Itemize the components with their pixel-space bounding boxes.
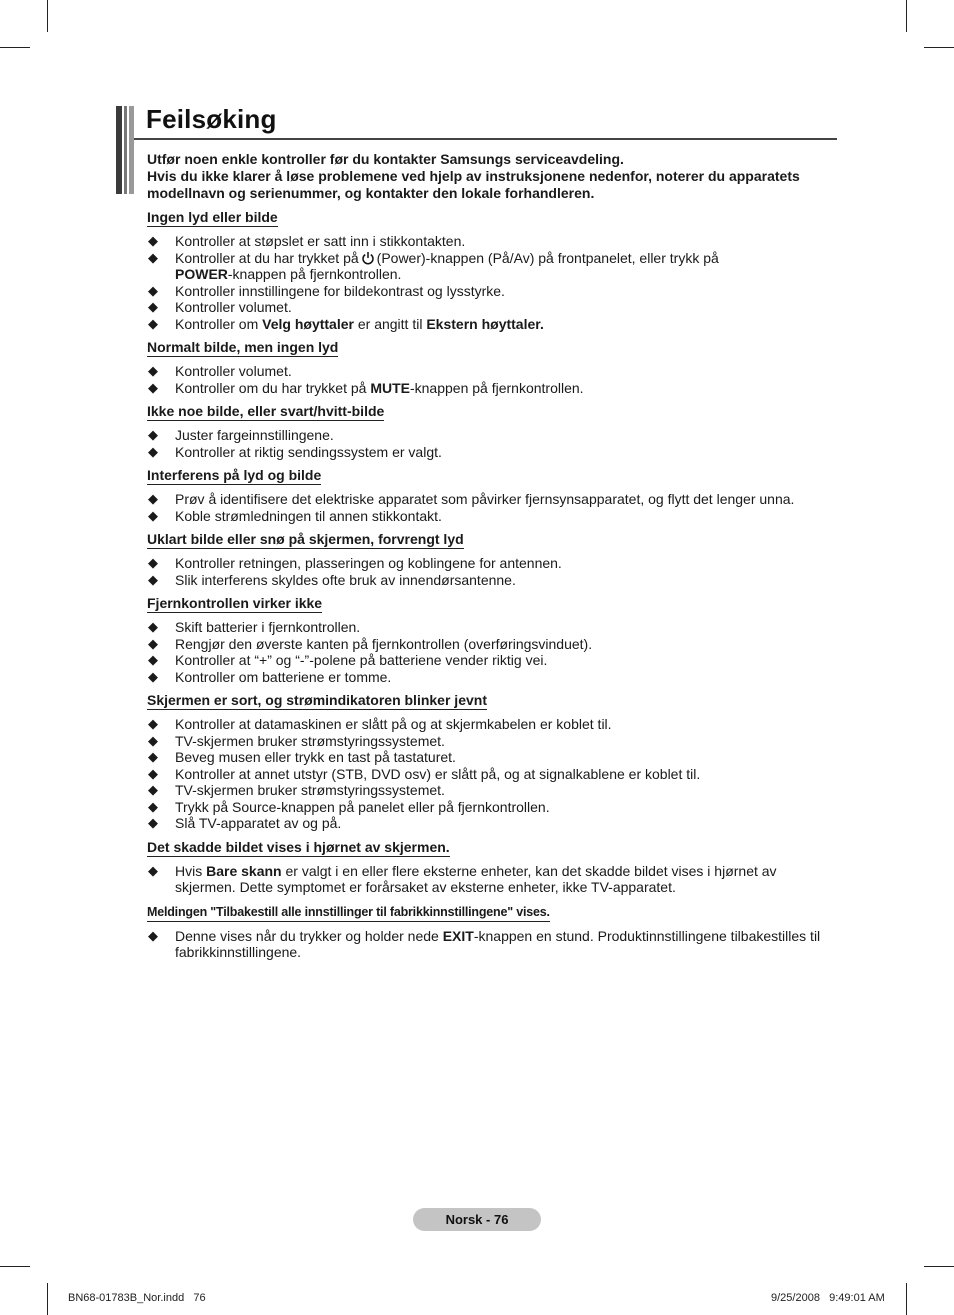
diamond-bullet-icon: ◆: [148, 815, 158, 830]
crop-mark: [924, 1266, 954, 1267]
title-decoration-bars: [116, 106, 134, 194]
title-rule: [134, 138, 837, 140]
section-damaged-picture-corner: [147, 839, 837, 896]
list-item: ◆ Kontroller at datamaskinen er slått på og at skjermkabelen er koblet til.: [148, 716, 612, 732]
bullet-list: [147, 928, 837, 961]
list-item: ◆ Kontroller at annet utstyr (STB, DVD osv) er slått på, og at signalkablene er koblet til.: [148, 765, 701, 782]
list-item: ◆ Rengjør den øverste kanten på fjernkontrollen (overføringsvinduet).: [148, 635, 593, 652]
diamond-bullet-icon: ◆: [148, 716, 158, 731]
intro-line: Hvis du ikke klarer å løse problemene ved hjelp av instruksjonene nedenfor, noterer du apparatets modellnavn og serienummer, og kontakter den lokale forhandleren.: [147, 168, 800, 201]
diamond-bullet-icon: ◆: [148, 668, 158, 684]
section-heading: Ikke noe bilde, eller svart/hvitt-bilde: [147, 403, 385, 419]
section-heading: Ingen lyd eller bilde: [147, 209, 278, 225]
bullet-list: [147, 555, 837, 588]
section-no-sound-no-picture: [147, 209, 837, 332]
list-item: ◆ TV-skjermen bruker strømstyringssystemet.: [148, 782, 445, 798]
bullet-list: [147, 427, 837, 460]
list-item: ◆ Beveg musen eller trykk en tast på tastaturet.: [148, 749, 456, 765]
list-item: ◆ Hvis Bare skann er valgt i en eller flere eksterne enheter, kan det skadde bildet vises i hjørnet av skjermen. Dette symptomet er forårsaket av eksterne enheter, ikke TV-apparatet.: [148, 862, 777, 895]
diamond-bullet-icon: ◆: [148, 299, 158, 314]
diamond-bullet-icon: ◆: [148, 282, 158, 298]
diamond-bullet-icon: ◆: [148, 427, 158, 442]
diamond-bullet-icon: ◆: [148, 491, 158, 506]
crop-mark: [906, 1283, 907, 1315]
list-item: ◆ Kontroller om du har trykket på MUTE-knappen på fjernkontrollen.: [148, 379, 584, 396]
power-icon: [361, 251, 375, 265]
diamond-bullet-icon: ◆: [148, 749, 158, 764]
section-reset-message: [147, 903, 837, 961]
diamond-bullet-icon: ◆: [148, 798, 158, 814]
diamond-bullet-icon: ◆: [148, 619, 158, 634]
section-normal-picture-no-sound: [147, 339, 837, 396]
bullet-list: [147, 863, 837, 896]
section-remote-not-working: [147, 595, 837, 685]
list-item: ◆ Kontroller at “+” og “-”-polene på batteriene vender riktig vei.: [148, 652, 548, 668]
page-content: [147, 151, 837, 961]
list-item: ◆ Juster fargeinnstillingene.: [148, 427, 334, 443]
print-slug-date: 9/25/2008 9:49:01 AM: [771, 1292, 885, 1304]
diamond-bullet-icon: ◆: [148, 765, 158, 781]
list-item: ◆ Prøv å identifisere det elektriske apparatet som påvirker fjernsynsapparatet, og flytt det lenger unna.: [148, 491, 795, 507]
section-heading: Uklart bilde eller snø på skjermen, forvrengt lyd: [147, 531, 464, 547]
list-item: ◆ Slå TV-apparatet av og på.: [148, 815, 342, 831]
diamond-bullet-icon: ◆: [148, 363, 158, 378]
page-number-badge: Norsk - 76: [413, 1208, 541, 1231]
diamond-bullet-icon: ◆: [148, 927, 158, 943]
list-item: ◆ Kontroller volumet.: [148, 363, 292, 379]
list-item: ◆ Skift batterier i fjernkontrollen.: [148, 619, 361, 635]
crop-mark: [47, 1283, 48, 1315]
list-item: ◆ Kontroller innstillingene for bildekontrast og lysstyrke.: [148, 282, 505, 299]
section-interference: [147, 467, 837, 524]
crop-mark: [0, 47, 30, 48]
diamond-bullet-icon: ◆: [148, 732, 158, 748]
page-title: Feilsøking: [146, 104, 277, 134]
intro-line: Utfør noen enkle kontroller før du kontakter Samsungs serviceavdeling.: [147, 151, 624, 167]
list-item: ◆ Kontroller volumet.: [148, 299, 292, 315]
intro-text: [147, 151, 837, 202]
section-screen-black: [147, 692, 837, 832]
diamond-bullet-icon: ◆: [148, 379, 158, 395]
diamond-bullet-icon: ◆: [148, 862, 158, 878]
list-item: ◆ Denne vises når du trykker og holder nede EXIT-knappen en stund. Produktinnstillingene tilbakestilles til fabrikkinnstillingene.: [148, 927, 821, 960]
diamond-bullet-icon: ◆: [148, 315, 158, 331]
list-item: ◆ Trykk på Source-knappen på panelet eller på fjernkontrollen.: [148, 798, 550, 815]
list-item: ◆ Slik interferens skyldes ofte bruk av innendørsantenne.: [148, 571, 516, 588]
crop-mark: [0, 1266, 30, 1267]
bullet-list: [147, 619, 837, 685]
list-item: ◆ Kontroller at riktig sendingssystem er valgt.: [148, 443, 442, 460]
diamond-bullet-icon: ◆: [148, 249, 158, 265]
section-no-picture-bw: [147, 403, 837, 460]
list-item: ◆ Kontroller om batteriene er tomme.: [148, 668, 392, 685]
list-item: ◆ Kontroller retningen, plasseringen og koblingene for antennen.: [148, 555, 562, 571]
section-blurry-picture: [147, 531, 837, 588]
diamond-bullet-icon: ◆: [148, 635, 158, 651]
section-heading: Interferens på lyd og bilde: [147, 467, 322, 483]
section-heading: Fjernkontrollen virker ikke: [147, 595, 323, 611]
crop-mark: [47, 0, 48, 32]
diamond-bullet-icon: ◆: [148, 233, 158, 248]
diamond-bullet-icon: ◆: [148, 571, 158, 587]
section-heading: Normalt bilde, men ingen lyd: [147, 339, 339, 355]
diamond-bullet-icon: ◆: [148, 443, 158, 459]
list-item: ◆ Kontroller at støpslet er satt inn i stikkontakten.: [148, 233, 466, 249]
crop-mark: [906, 0, 907, 32]
bullet-list: [147, 233, 837, 332]
list-item: ◆ Koble strømledningen til annen stikkontakt.: [148, 507, 442, 524]
list-item: ◆ Kontroller at du har trykket på (Power)-knappen (På/Av) på frontpanelet, eller trykk på POWER-knappen på fjernkontrollen.: [148, 249, 719, 282]
diamond-bullet-icon: ◆: [148, 652, 158, 667]
section-heading: Det skadde bildet vises i hjørnet av skjermen.: [147, 838, 450, 855]
bullet-list: [147, 363, 837, 396]
list-item: ◆ TV-skjermen bruker strømstyringssystemet.: [148, 732, 445, 749]
print-slug-file: BN68-01783B_Nor.indd 76: [68, 1292, 206, 1304]
diamond-bullet-icon: ◆: [148, 507, 158, 523]
bullet-list: [147, 716, 837, 832]
diamond-bullet-icon: ◆: [148, 782, 158, 797]
list-item: ◆ Kontroller om Velg høyttaler er angitt til Ekstern høyttaler.: [148, 315, 544, 332]
bullet-list: [147, 491, 837, 524]
crop-mark: [924, 47, 954, 48]
diamond-bullet-icon: ◆: [148, 555, 158, 570]
section-heading: Meldingen "Tilbakestill alle innstillinger til fabrikkinnstillingene" vises.: [147, 904, 550, 922]
section-heading: Skjermen er sort, og strømindikatoren blinker jevnt: [147, 692, 487, 708]
